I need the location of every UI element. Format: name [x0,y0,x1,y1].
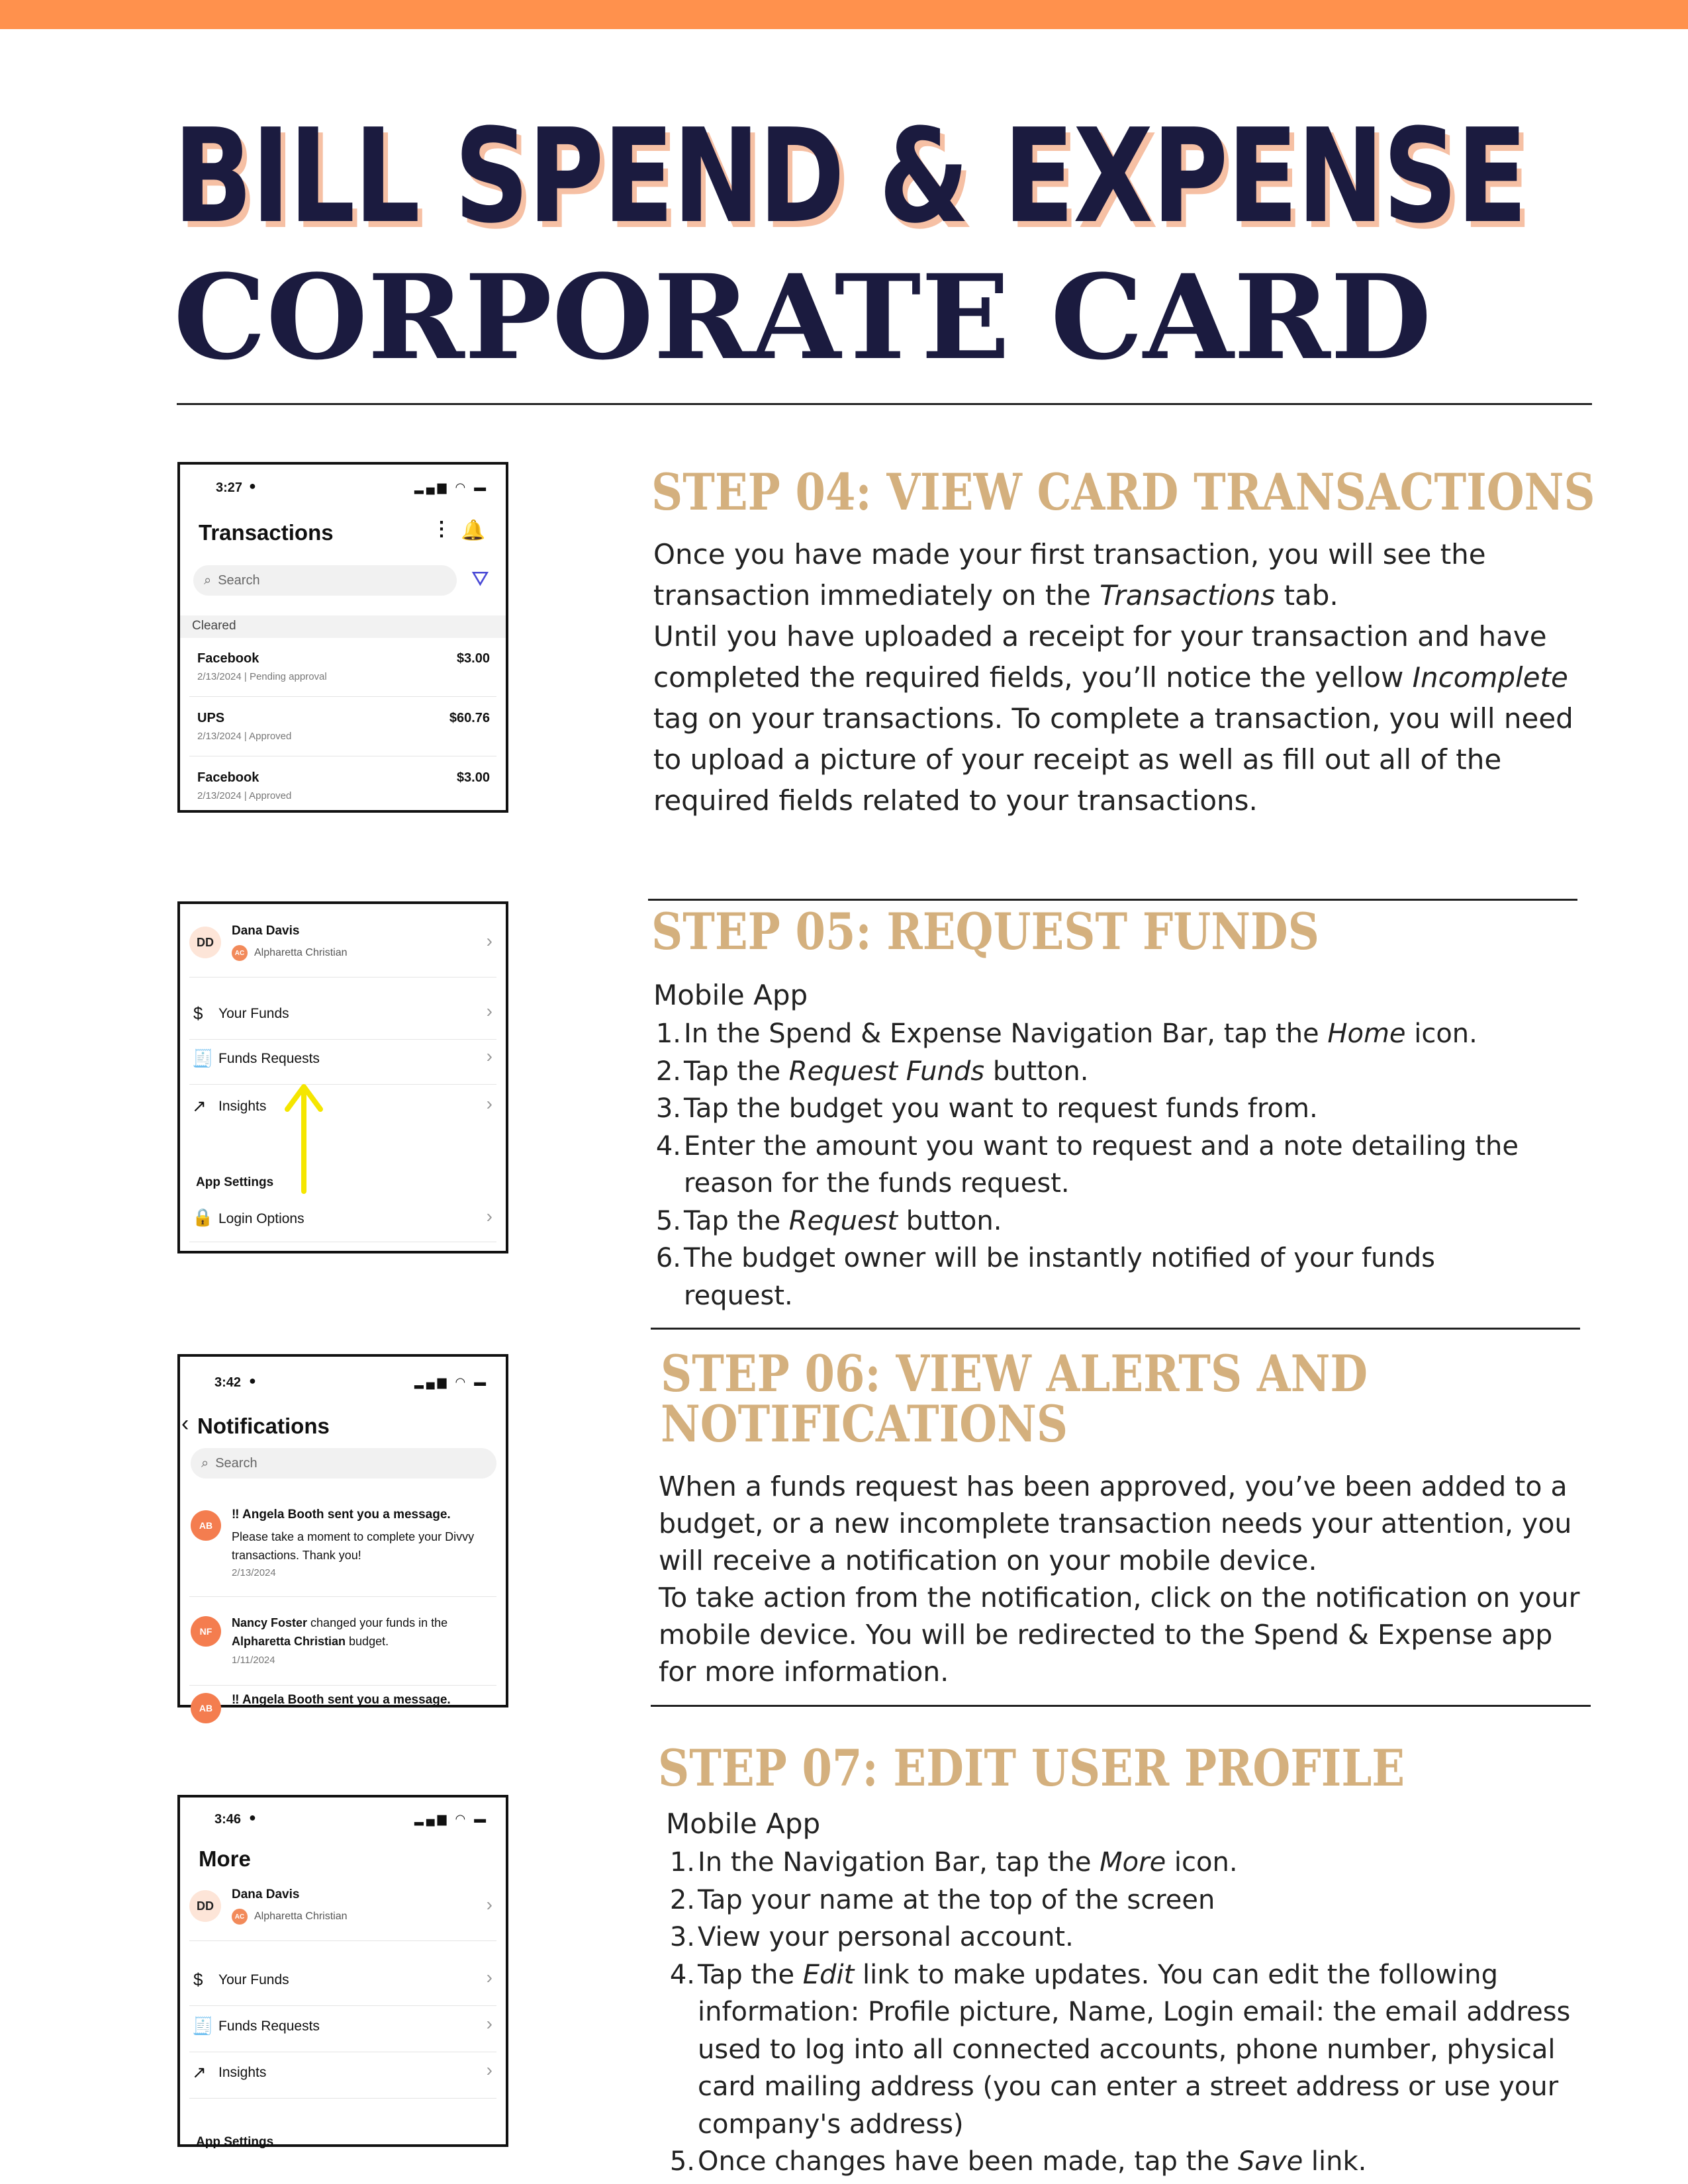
notification-headline: ‼ Angela Booth sent you a message. [232,1508,451,1522]
more-vertical-icon[interactable]: ⋮ [432,518,451,540]
user-name: Dana Davis [232,924,300,938]
step06-body [659,1468,1589,1690]
person-icon: ● [249,479,256,492]
list-item: 1. In the Spend & Expense Navigation Bar, tap the Home icon. [655,1019,1477,1049]
trend-icon: ↗ [192,1096,207,1116]
step06-para2: To take action from the notification, click on the notification on your mobile device. You will be redirected to the Spend & Expense app for more information. [659,1582,1580,1688]
chevron-right-icon: › [486,2060,492,2080]
accent-bar [0,0,1688,29]
org-avatar: AC [232,1909,248,1925]
notification-headline: ‼ Angela Booth sent you a message. [232,1693,451,1707]
org-line [232,945,348,961]
status-time: 3:27 [216,480,243,495]
avatar: DD [189,1890,221,1922]
trend-icon: ↗ [192,2062,207,2082]
back-chevron-icon[interactable]: ‹ [181,1411,189,1436]
menu-label: Login Options [218,1211,305,1226]
dollar-icon: $ [193,1970,203,1989]
menu-label: Your Funds [218,1972,289,1987]
list-item: 5. Once changes have been made, tap the Save link. [669,2146,1367,2177]
menu-label: Your Funds [218,1006,289,1021]
menu-item-funds-requests[interactable] [180,2013,506,2042]
receipt-dollar-icon: 🧾 [192,2016,214,2036]
row-divider [189,2098,496,2099]
chevron-right-icon: › [486,1967,492,1987]
avatar: AB [191,1510,221,1541]
menu-label: Insights [218,2065,267,2080]
notification-item[interactable] [180,1688,506,1727]
bell-icon[interactable]: 🔔 [461,520,486,541]
search-input[interactable] [191,1448,496,1479]
lock-icon: 🔒 [192,1207,214,1227]
list-item: 2. Tap the Request Funds button. [655,1056,1089,1087]
screen-title: Transactions [199,520,334,545]
funds-requests-screenshot [177,901,508,1253]
notification-suffix: budget. [346,1635,389,1648]
transaction-row[interactable] [180,638,506,698]
step04-para2: Until you have uploaded a receipt for your transaction and have completed the required fields, you’ll notice the yellow Incomplete tag on your transactions. To complete a transaction, you will need to upload a picture of your receipt as well as fill out all of the required fields related to your transactions. [653,620,1573,817]
chevron-right-icon: › [486,1206,492,1226]
merchant-name: UPS [197,711,225,725]
org-name: Alpharetta Christian [254,1911,348,1923]
transaction-row[interactable] [180,757,506,810]
step06-title-line1: STEP 06: VIEW ALERTS AND [661,1344,1368,1403]
step06-title-line2: NOTIFICATIONS [661,1394,1068,1453]
notification-body: Please take a moment to complete your Divvy transactions. Thank you! [232,1530,475,1562]
step04-body [653,534,1600,821]
step05-subhead: Mobile App [653,979,808,1011]
status-icons: ▂▄▆ ◠ ▬ [414,480,489,494]
notification-actor: Nancy Foster [232,1616,308,1629]
menu-item-insights[interactable] [180,1093,506,1122]
avatar: DD [189,927,221,958]
transactions-screenshot [177,462,508,813]
menu-item-insights[interactable] [180,2062,506,2089]
menu-item-login-options[interactable] [180,1208,506,1235]
status-time: 3:42 [214,1375,242,1390]
chevron-right-icon: › [486,1001,492,1021]
step06-para1: When a funds request has been approved, you’ve been added to a budget, or a new incomplete transaction needs your attention, you will receive a notification on your mobile device. [659,1471,1572,1576]
search-input[interactable] [193,565,457,596]
menu-label: Funds Requests [218,2019,320,2034]
row-divider [189,1039,496,1040]
status-time: 3:46 [214,1812,242,1827]
transaction-row[interactable] [180,698,506,757]
settings-header-partial: App Settings [196,2135,274,2149]
search-placeholder: Search [215,1455,258,1471]
receipt-dollar-icon: 🧾 [192,1048,214,1068]
notification-text [232,1614,496,1651]
arrow-up-icon [281,1077,327,1197]
transaction-amount: $3.00 [456,770,490,785]
screen-title: More [199,1846,251,1871]
list-item: 3. Tap the budget you want to request funds from. [655,1093,1318,1124]
notifications-screenshot [177,1354,508,1713]
search-placeholder: Search [218,572,260,588]
user-name: Dana Davis [232,1888,300,1901]
merchant-name: Facebook [197,770,259,785]
step07-subhead: Mobile App [666,1807,821,1840]
org-avatar: AC [232,945,248,961]
menu-item-your-funds[interactable] [180,1003,506,1030]
page-title-line1: BILL SPEND & EXPENSE [173,101,1526,252]
section-divider [651,1328,1580,1330]
chevron-right-icon[interactable]: › [486,1894,492,1915]
person-icon: ● [249,1811,256,1824]
merchant-name: Facebook [197,651,259,666]
row-divider [189,1084,496,1085]
screen-title: Notifications [197,1414,330,1438]
list-item: 3. View your personal account. [669,1922,1074,1952]
list-item: 2. Tap your name at the top of the screen [669,1884,1215,1915]
transaction-meta: 2/13/2024 | Approved [197,731,292,742]
chevron-right-icon: › [486,1093,492,1114]
search-icon: ⌕ [204,572,212,588]
status-icons: ▂▄▆ ◠ ▬ [414,1812,489,1825]
notification-date: 2/13/2024 [232,1567,276,1578]
list-item: 1. In the Navigation Bar, tap the More icon. [669,1847,1238,1878]
step04-title: STEP 04: VIEW CARD TRANSACTIONS [651,463,1595,522]
person-icon: ● [249,1374,256,1387]
page-title-line2: CORPORATE CARD [173,249,1432,386]
notification-item[interactable] [180,1502,506,1615]
menu-item-funds-requests[interactable] [180,1048,506,1075]
transaction-amount: $3.00 [456,651,490,666]
transaction-amount: $60.76 [449,711,490,725]
notification-action: changed your funds in the [307,1616,448,1629]
chevron-right-icon: › [486,1046,492,1066]
notification-date: 1/11/2024 [232,1655,275,1666]
filter-icon[interactable]: ⛛ [471,567,489,590]
list-item: 5. Tap the Request button. [655,1205,1002,1236]
org-line [232,1909,348,1925]
menu-label: Funds Requests [218,1051,320,1066]
dollar-icon: $ [193,1003,203,1023]
step04-para1: Once you have made your first transaction, you will see the transaction immediately on the Transactions tab. [653,538,1486,612]
row-divider [189,977,496,978]
title-divider [177,403,1592,405]
step07-title: STEP 07: EDIT USER PROFILE [658,1739,1405,1797]
search-icon: ⌕ [201,1455,209,1471]
settings-header: App Settings [196,1175,274,1189]
avatar: NF [191,1616,221,1647]
chevron-right-icon[interactable]: › [486,931,492,951]
transaction-meta: 2/13/2024 | Approved [197,790,292,801]
row-divider [189,1940,496,1941]
menu-label: Insights [218,1099,267,1114]
section-divider [648,899,1577,901]
transaction-meta: 2/13/2024 | Pending approval [197,671,327,682]
avatar: AB [191,1693,221,1723]
chevron-right-icon: › [486,2013,492,2034]
row-divider [189,1596,496,1597]
list-item: 4. Tap the Edit link to make updates. You can edit the following information: Profile picture, Name, Login email: the email address used to log into all connected accounts, phone number, physical card mailing address (you can enter a street address or use your company's address) [669,1959,1571,2140]
row-divider [189,2005,496,2006]
list-item: 4. Enter the amount you want to request and a note detailing the reason for the funds request. [655,1130,1519,1199]
section-label: Cleared [192,619,236,633]
org-name: Alpharetta Christian [254,947,348,959]
notification-item[interactable] [180,1608,506,1688]
step05-list [645,1015,1546,1314]
notification-target: Alpharetta Christian [232,1635,346,1648]
row-divider [189,696,496,697]
row-divider [189,1685,496,1686]
more-screenshot [177,1795,508,2147]
section-divider [651,1705,1591,1707]
status-icons: ▂▄▆ ◠ ▬ [414,1375,489,1388]
step05-title: STEP 05: REQUEST FUNDS [651,902,1319,961]
list-item: 6. The budget owner will be instantly notified of your funds request. [655,1243,1435,1311]
menu-item-your-funds[interactable] [180,1967,506,1996]
step07-list [659,1844,1573,2181]
